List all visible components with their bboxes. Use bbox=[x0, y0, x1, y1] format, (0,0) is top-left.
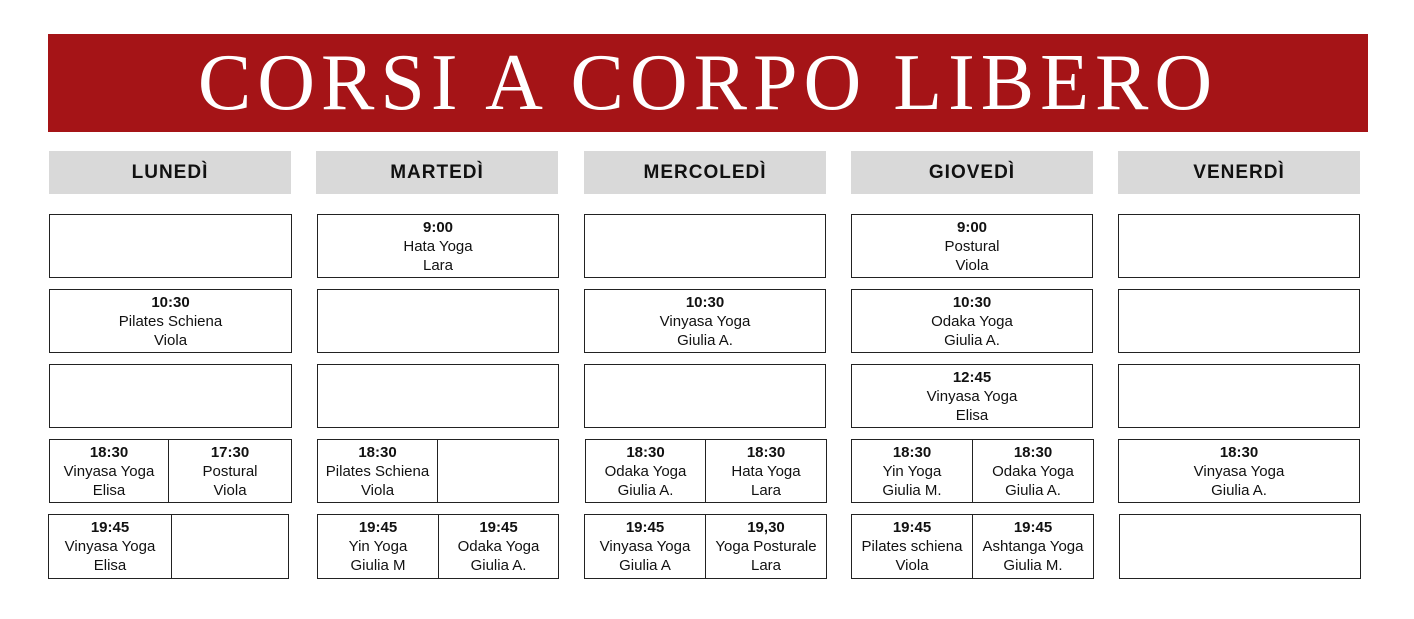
class-teacher: Giulia A. bbox=[1211, 481, 1267, 499]
class-teacher: Viola bbox=[153, 331, 188, 349]
class-time: 17:30 bbox=[210, 443, 250, 461]
class-course: Hata Yoga bbox=[731, 462, 801, 480]
class-entry bbox=[972, 515, 1093, 578]
class-time: 19:45 bbox=[479, 519, 518, 536]
class-teacher: Viola bbox=[213, 481, 247, 499]
class-course: Postural bbox=[944, 237, 1000, 255]
class-time: 9:00 bbox=[422, 218, 454, 236]
day-header-giovedi: GIOVEDÌ bbox=[851, 151, 1093, 194]
class-teacher: Giulia A. bbox=[677, 331, 733, 349]
class-time: 19:45 bbox=[1013, 519, 1053, 536]
class-time: 19:45 bbox=[90, 519, 130, 536]
slot-giovedi-3 bbox=[851, 364, 1093, 428]
class-teacher: Giulia A. bbox=[1005, 481, 1061, 499]
class-time: 18:30 bbox=[1013, 443, 1053, 461]
class-entry bbox=[318, 215, 558, 277]
class-teacher: Giulia M. bbox=[882, 481, 942, 499]
class-time: 19:45 bbox=[358, 519, 398, 536]
class-teacher: Elisa bbox=[93, 557, 127, 574]
class-course: Odaka Yoga bbox=[604, 462, 687, 480]
class-entry bbox=[168, 440, 291, 502]
class-course: Yoga Posturale bbox=[715, 538, 817, 555]
slot-martedi-3 bbox=[317, 364, 559, 428]
slot-lunedi-4 bbox=[49, 439, 292, 503]
class-time: 12:45 bbox=[952, 368, 992, 386]
slot-lunedi-5 bbox=[48, 514, 289, 579]
slot-lunedi-1 bbox=[49, 214, 292, 278]
class-course: Vinyasa Yoga bbox=[926, 387, 1018, 405]
class-course: Vinyasa Yoga bbox=[1193, 462, 1285, 480]
class-time: 18:30 bbox=[1219, 443, 1259, 461]
class-time: 18:30 bbox=[626, 443, 665, 461]
day-header-martedi: MARTEDÌ bbox=[316, 151, 558, 194]
slot-mercoledi-2 bbox=[584, 289, 826, 353]
class-teacher: Giulia A. bbox=[617, 481, 674, 499]
class-course: Odaka Yoga bbox=[931, 312, 1013, 330]
header-banner bbox=[48, 34, 1368, 132]
class-entry bbox=[705, 515, 826, 578]
slot-lunedi-3 bbox=[49, 364, 292, 428]
class-time: 18:30 bbox=[89, 443, 129, 461]
class-entry bbox=[852, 215, 1092, 277]
class-time: 19:45 bbox=[625, 519, 665, 536]
class-teacher: Lara bbox=[750, 557, 782, 574]
class-entry bbox=[852, 365, 1092, 427]
class-time: 10:30 bbox=[685, 293, 725, 311]
class-entry bbox=[586, 440, 705, 502]
class-entry bbox=[585, 290, 825, 352]
page-title: CORSI A CORPO LIBERO bbox=[197, 39, 1219, 127]
class-course: Vinyasa Yoga bbox=[659, 312, 751, 330]
class-course: Vinyasa Yoga bbox=[599, 538, 691, 555]
class-teacher: Viola bbox=[360, 481, 395, 499]
slot-venerdi-5 bbox=[1119, 514, 1361, 579]
slot-martedi-5 bbox=[317, 514, 559, 579]
class-course: Vinyasa Yoga bbox=[64, 538, 156, 555]
class-entry bbox=[585, 515, 705, 578]
class-time: 19,30 bbox=[747, 519, 785, 536]
day-header-venerdi: VENERDÌ bbox=[1118, 151, 1360, 194]
slot-mercoledi-4 bbox=[585, 439, 827, 503]
class-entry bbox=[972, 440, 1093, 502]
class-teacher: Lara bbox=[422, 256, 454, 274]
slot-mercoledi-1 bbox=[584, 214, 826, 278]
class-course: Postural bbox=[202, 462, 258, 480]
class-entry bbox=[1119, 440, 1359, 502]
slot-venerdi-3 bbox=[1118, 364, 1360, 428]
slot-martedi-4 bbox=[317, 439, 559, 503]
slot-giovedi-2 bbox=[851, 289, 1093, 353]
class-teacher: Elisa bbox=[92, 481, 126, 499]
class-time: 10:30 bbox=[952, 293, 992, 311]
class-teacher: Giulia M bbox=[350, 557, 406, 574]
class-teacher: Giulia A. bbox=[944, 331, 1000, 349]
class-time: 18:30 bbox=[746, 443, 786, 461]
slot-giovedi-5 bbox=[851, 514, 1094, 579]
class-teacher: Lara bbox=[750, 481, 782, 499]
class-teacher: Giulia A. bbox=[470, 557, 527, 574]
class-teacher: Viola bbox=[895, 557, 929, 574]
class-entry bbox=[705, 440, 826, 502]
class-teacher: Giulia A bbox=[619, 557, 671, 574]
class-entry bbox=[50, 290, 291, 352]
slot-mercoledi-5 bbox=[584, 514, 827, 579]
day-header-mercoledi: MERCOLEDÌ bbox=[584, 151, 826, 194]
class-teacher: Giulia M. bbox=[1003, 557, 1063, 574]
slot-giovedi-4 bbox=[851, 439, 1094, 503]
slot-martedi-1 bbox=[317, 214, 559, 278]
class-entry bbox=[852, 440, 972, 502]
class-teacher: Elisa bbox=[955, 406, 989, 424]
class-time: 18:30 bbox=[358, 443, 397, 461]
class-course: Vinyasa Yoga bbox=[63, 462, 155, 480]
class-course: Ashtanga Yoga bbox=[982, 538, 1084, 555]
slot-venerdi-2 bbox=[1118, 289, 1360, 353]
class-course: Pilates schiena bbox=[861, 538, 963, 555]
class-entry bbox=[852, 290, 1092, 352]
class-time: 18:30 bbox=[892, 443, 932, 461]
slot-giovedi-1 bbox=[851, 214, 1093, 278]
class-entry bbox=[318, 440, 437, 502]
class-course: Yin Yoga bbox=[348, 538, 408, 555]
class-teacher: Viola bbox=[955, 256, 989, 274]
day-header-lunedi: LUNEDÌ bbox=[49, 151, 291, 194]
slot-venerdi-1 bbox=[1118, 214, 1360, 278]
slot-mercoledi-3 bbox=[584, 364, 826, 428]
class-time: 19:45 bbox=[892, 519, 932, 536]
slot-lunedi-2 bbox=[49, 289, 292, 353]
class-entry bbox=[438, 515, 558, 578]
class-entry bbox=[50, 440, 168, 502]
class-entry bbox=[49, 515, 171, 578]
class-course: Odaka Yoga bbox=[992, 462, 1074, 480]
class-course: Pilates Schiena bbox=[325, 462, 430, 480]
slot-martedi-2 bbox=[317, 289, 559, 353]
class-time: 10:30 bbox=[151, 293, 190, 311]
class-course: Yin Yoga bbox=[882, 462, 942, 480]
class-course: Odaka Yoga bbox=[457, 538, 540, 555]
class-time: 9:00 bbox=[956, 218, 988, 236]
class-course: Hata Yoga bbox=[403, 237, 473, 255]
class-entry bbox=[318, 515, 438, 578]
slot-venerdi-4 bbox=[1118, 439, 1360, 503]
class-course: Pilates Schiena bbox=[118, 312, 223, 330]
class-entry bbox=[852, 515, 972, 578]
